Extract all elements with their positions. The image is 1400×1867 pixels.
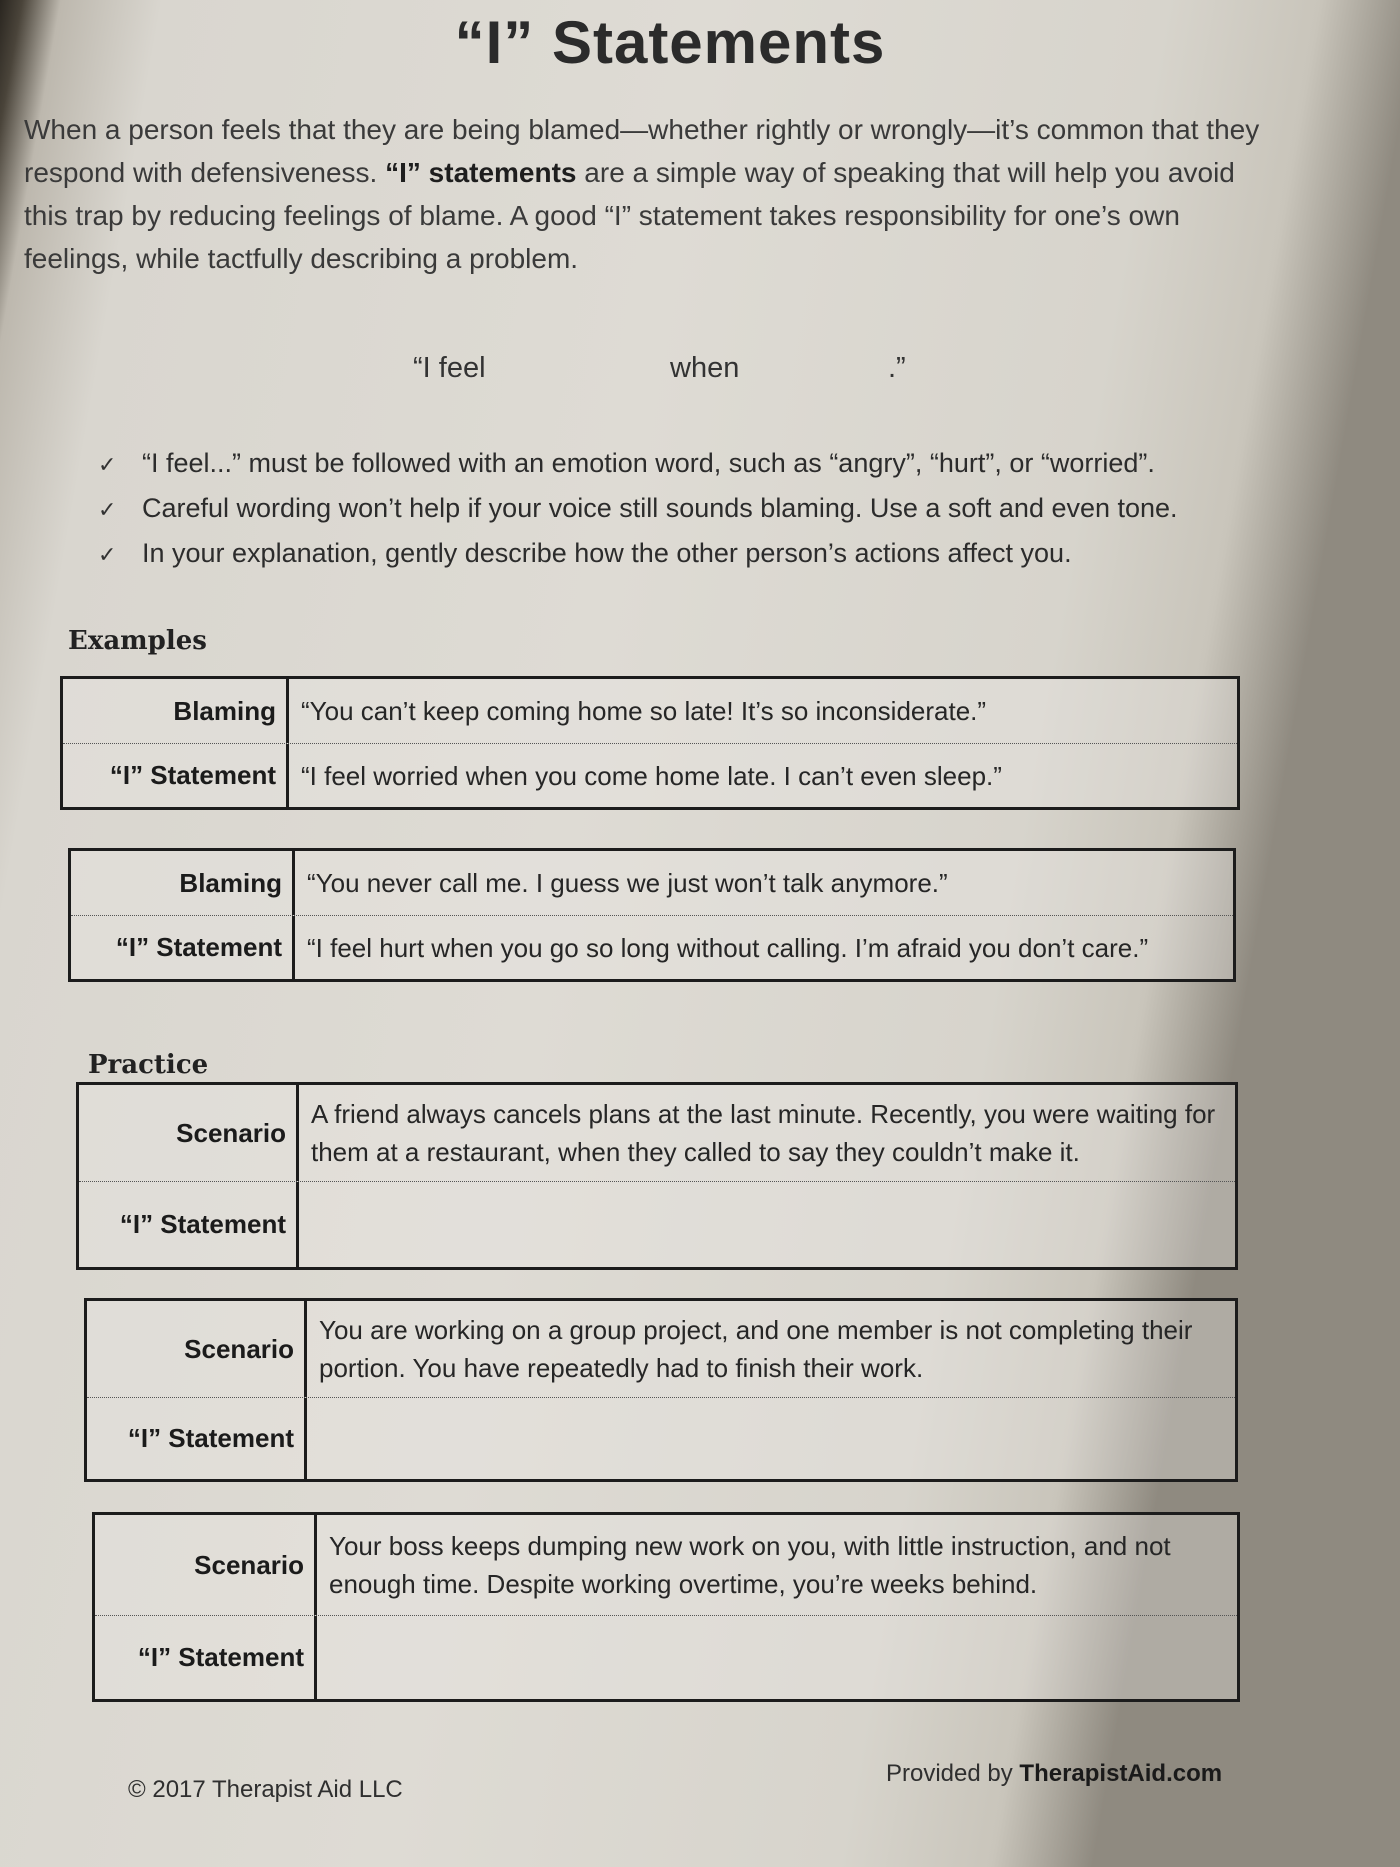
tip-item bbox=[98, 493, 1258, 538]
copyright-notice: © 2017 Therapist Aid LLC bbox=[128, 1776, 403, 1803]
answer-field[interactable] bbox=[307, 1398, 1235, 1479]
table-row bbox=[71, 851, 1233, 915]
tips-list bbox=[98, 448, 1258, 583]
example-table bbox=[68, 848, 1236, 982]
tip-item bbox=[98, 448, 1258, 493]
table-row bbox=[63, 743, 1237, 807]
worksheet-page bbox=[20, 0, 1280, 1867]
tip-text: Careful wording won’t help if your voice still sounds blaming. Use a soft and even tone. bbox=[142, 493, 1178, 523]
row-label: Blaming bbox=[71, 851, 295, 915]
answer-field[interactable] bbox=[317, 1616, 1237, 1699]
intro-text-end: are a simple way of speaking that will help you avoid this trap by reducing feelings of blame. A good “I” statement takes responsibility for one’s own feelings, while tactfully describing a problem. bbox=[24, 157, 1235, 274]
row-label: “I” Statement bbox=[87, 1398, 307, 1479]
practice-table bbox=[76, 1082, 1238, 1270]
row-label: “I” Statement bbox=[71, 916, 295, 979]
practice-table bbox=[84, 1298, 1238, 1482]
row-label: “I” Statement bbox=[63, 744, 289, 807]
row-label: Scenario bbox=[87, 1301, 307, 1397]
formula-when: when bbox=[670, 352, 740, 384]
row-value: “I feel worried when you come home late. I can’t even sleep.” bbox=[301, 760, 1002, 791]
formula-end-quote: .” bbox=[888, 352, 906, 384]
intro-paragraph bbox=[24, 108, 1264, 280]
answer-field[interactable] bbox=[299, 1182, 1235, 1267]
practice-heading: Practice bbox=[88, 1050, 209, 1080]
table-row bbox=[71, 915, 1233, 979]
site-link[interactable]: TherapistAid.com bbox=[1019, 1760, 1223, 1787]
table-row bbox=[79, 1085, 1235, 1181]
provided-by-label: Provided by bbox=[886, 1760, 1020, 1787]
row-value: A friend always cancels plans at the last minute. Recently, you were waiting for them at a restaurant, when they called to say they couldn’t make it. bbox=[311, 1099, 1216, 1167]
row-value: “You can’t keep coming home so late! It’s so inconsiderate.” bbox=[301, 696, 987, 726]
row-label: “I” Statement bbox=[95, 1616, 317, 1699]
formula-i-feel: “I feel bbox=[413, 352, 486, 384]
row-label: Scenario bbox=[95, 1515, 317, 1615]
example-table bbox=[60, 676, 1240, 810]
page-title: “I” Statements bbox=[454, 9, 886, 76]
row-label: “I” Statement bbox=[79, 1182, 299, 1267]
examples-heading: Examples bbox=[68, 626, 207, 656]
table-row bbox=[87, 1397, 1235, 1479]
intro-text-start: When a person feels that they are being blamed—whether rightly or wrongly—it’s common that they respond with defensiveness. bbox=[24, 114, 1260, 188]
tip-item bbox=[98, 538, 1258, 583]
row-value: “I feel hurt when you go so long without calling. I’m afraid you don’t care.” bbox=[307, 932, 1149, 963]
row-value: “You never call me. I guess we just won’t talk anymore.” bbox=[307, 868, 948, 898]
table-row bbox=[95, 1515, 1237, 1615]
table-row bbox=[63, 679, 1237, 743]
row-label: Scenario bbox=[79, 1085, 299, 1181]
table-row bbox=[87, 1301, 1235, 1397]
tip-text: “I feel...” must be followed with an emotion word, such as “angry”, “hurt”, or “worried”. bbox=[142, 448, 1155, 478]
row-label: Blaming bbox=[63, 679, 289, 743]
table-row bbox=[79, 1181, 1235, 1267]
provided-by-credit bbox=[886, 1760, 1222, 1788]
checkmark-icon: ✓ bbox=[98, 452, 117, 477]
tip-text: In your explanation, gently describe how the other person’s actions affect you. bbox=[142, 538, 1072, 568]
intro-bold-term: “I” statements bbox=[385, 157, 577, 188]
practice-table bbox=[92, 1512, 1240, 1702]
checkmark-icon: ✓ bbox=[98, 542, 117, 567]
row-value: Your boss keeps dumping new work on you, with little instruction, and not enough time. Despite working overtime, you’re weeks behind. bbox=[329, 1531, 1171, 1599]
row-value: You are working on a group project, and one member is not completing their portion. You have repeatedly had to finish their work. bbox=[319, 1315, 1193, 1383]
checkmark-icon: ✓ bbox=[98, 497, 117, 522]
table-row bbox=[95, 1615, 1237, 1699]
